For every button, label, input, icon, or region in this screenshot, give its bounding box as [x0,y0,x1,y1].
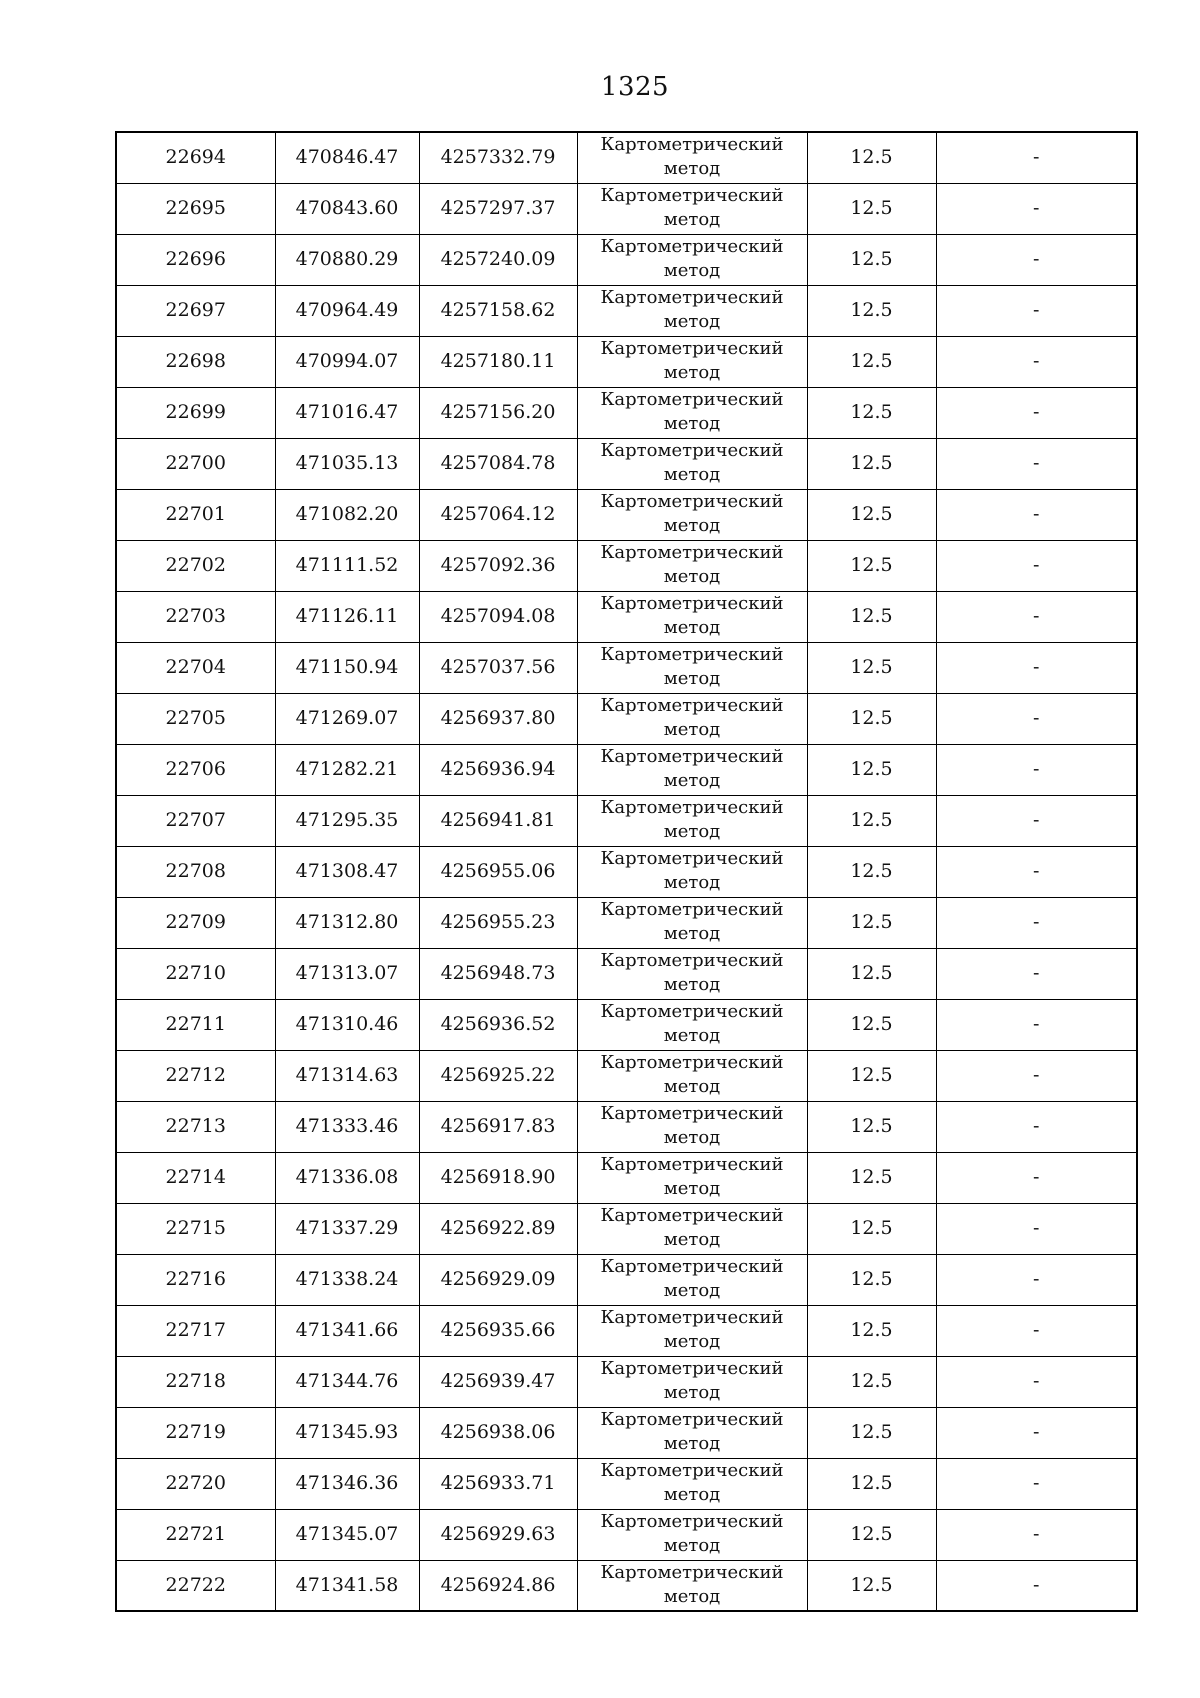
method-line-1: Картометрический [600,1357,784,1379]
point-id-cell: 22700 [116,438,275,489]
x-coordinate-cell: 471344.76 [275,1356,419,1407]
point-id-cell: 22705 [116,693,275,744]
x-coordinate-cell: 471310.46 [275,999,419,1050]
point-id-cell: 22699 [116,387,275,438]
method-cell [577,540,807,591]
table-row [116,540,1137,591]
method-cell [577,948,807,999]
note-cell: - [936,1203,1137,1254]
y-coordinate-cell: 4256925.22 [419,1050,577,1101]
method-line-2: метод [663,1177,721,1199]
y-coordinate-cell: 4257240.09 [419,234,577,285]
table-row [116,1050,1137,1101]
method-line-2: метод [663,310,721,332]
method-cell [577,999,807,1050]
note-cell: - [936,387,1137,438]
note-cell: - [936,744,1137,795]
method-line-1: Картометрический [600,592,784,614]
method-line-2: метод [663,1126,721,1148]
method-line-1: Картометрический [600,898,784,920]
note-cell: - [936,1101,1137,1152]
table-row [116,948,1137,999]
x-coordinate-cell: 471341.66 [275,1305,419,1356]
accuracy-cell: 12.5 [807,1560,936,1611]
method-line-1: Картометрический [600,1102,784,1124]
table-row [116,438,1137,489]
table-row [116,387,1137,438]
accuracy-cell: 12.5 [807,1203,936,1254]
accuracy-cell: 12.5 [807,438,936,489]
x-coordinate-cell: 471282.21 [275,744,419,795]
method-line-1: Картометрический [600,1408,784,1430]
point-id-cell: 22709 [116,897,275,948]
method-cell [577,591,807,642]
method-line-2: метод [663,158,721,179]
method-line-1: Картометрический [600,1255,784,1277]
note-cell: - [936,285,1137,336]
method-cell [577,336,807,387]
y-coordinate-cell: 4257297.37 [419,183,577,234]
table-row [116,1560,1137,1611]
accuracy-cell: 12.5 [807,234,936,285]
method-line-2: метод [663,463,721,485]
method-cell [577,1203,807,1254]
coordinates-table [115,131,1138,1612]
point-id-cell: 22704 [116,642,275,693]
note-cell: - [936,642,1137,693]
x-coordinate-cell: 471345.93 [275,1407,419,1458]
x-coordinate-cell: 471333.46 [275,1101,419,1152]
method-line-1: Картометрический [600,1051,784,1073]
y-coordinate-cell: 4256937.80 [419,693,577,744]
x-coordinate-cell: 471126.11 [275,591,419,642]
note-cell: - [936,1305,1137,1356]
y-coordinate-cell: 4257037.56 [419,642,577,693]
accuracy-cell: 12.5 [807,336,936,387]
note-cell: - [936,1458,1137,1509]
table-row [116,1203,1137,1254]
method-cell [577,897,807,948]
x-coordinate-cell: 471295.35 [275,795,419,846]
method-line-2: метод [663,1432,721,1454]
y-coordinate-cell: 4257084.78 [419,438,577,489]
x-coordinate-cell: 471150.94 [275,642,419,693]
method-line-2: метод [663,769,721,791]
accuracy-cell: 12.5 [807,948,936,999]
x-coordinate-cell: 470880.29 [275,234,419,285]
method-line-2: метод [663,1024,721,1046]
method-cell [577,489,807,540]
method-line-1: Картометрический [600,337,784,359]
accuracy-cell: 12.5 [807,387,936,438]
method-line-2: метод [663,1483,721,1505]
method-cell [577,234,807,285]
point-id-cell: 22696 [116,234,275,285]
y-coordinate-cell: 4256929.63 [419,1509,577,1560]
table-row [116,897,1137,948]
point-id-cell: 22713 [116,1101,275,1152]
point-id-cell: 22719 [116,1407,275,1458]
method-cell [577,846,807,897]
method-line-2: метод [663,514,721,536]
note-cell: - [936,1356,1137,1407]
y-coordinate-cell: 4256948.73 [419,948,577,999]
point-id-cell: 22702 [116,540,275,591]
x-coordinate-cell: 471308.47 [275,846,419,897]
table-row [116,489,1137,540]
method-line-2: метод [663,973,721,995]
note-cell: - [936,1407,1137,1458]
x-coordinate-cell: 470994.07 [275,336,419,387]
method-line-1: Картометрический [600,134,784,155]
method-line-2: метод [663,1585,721,1607]
point-id-cell: 22721 [116,1509,275,1560]
accuracy-cell: 12.5 [807,1407,936,1458]
accuracy-cell: 12.5 [807,540,936,591]
accuracy-cell: 12.5 [807,1305,936,1356]
point-id-cell: 22722 [116,1560,275,1611]
page-number: 1325 [600,72,670,102]
note-cell: - [936,999,1137,1050]
accuracy-cell: 12.5 [807,897,936,948]
method-line-1: Картометрический [600,541,784,563]
accuracy-cell: 12.5 [807,183,936,234]
method-cell [577,285,807,336]
accuracy-cell: 12.5 [807,285,936,336]
table-row [116,1407,1137,1458]
method-line-2: метод [663,1279,721,1301]
point-id-cell: 22701 [116,489,275,540]
method-line-2: метод [663,616,721,638]
method-line-1: Картометрический [600,949,784,971]
table-row [116,642,1137,693]
method-line-1: Картометрический [600,388,784,410]
table-row [116,1305,1137,1356]
note-cell: - [936,591,1137,642]
y-coordinate-cell: 4257064.12 [419,489,577,540]
y-coordinate-cell: 4256933.71 [419,1458,577,1509]
accuracy-cell: 12.5 [807,1254,936,1305]
note-cell: - [936,1560,1137,1611]
method-line-2: метод [663,565,721,587]
x-coordinate-cell: 471338.24 [275,1254,419,1305]
note-cell: - [936,234,1137,285]
y-coordinate-cell: 4257332.79 [419,132,577,183]
method-cell [577,1356,807,1407]
y-coordinate-cell: 4256922.89 [419,1203,577,1254]
x-coordinate-cell: 470846.47 [275,132,419,183]
method-line-1: Картометрический [600,1561,784,1583]
y-coordinate-cell: 4256939.47 [419,1356,577,1407]
x-coordinate-cell: 471082.20 [275,489,419,540]
note-cell: - [936,795,1137,846]
method-line-2: метод [663,1534,721,1556]
method-line-2: метод [663,871,721,893]
x-coordinate-cell: 471314.63 [275,1050,419,1101]
method-line-2: метод [663,1330,721,1352]
method-cell [577,183,807,234]
y-coordinate-cell: 4256955.06 [419,846,577,897]
method-line-2: метод [663,820,721,842]
method-line-2: метод [663,1228,721,1250]
method-cell [577,1560,807,1611]
method-line-2: метод [663,718,721,740]
note-cell: - [936,693,1137,744]
table-body [116,132,1137,1611]
point-id-cell: 22697 [116,285,275,336]
table-row [116,1509,1137,1560]
y-coordinate-cell: 4256938.06 [419,1407,577,1458]
x-coordinate-cell: 471345.07 [275,1509,419,1560]
accuracy-cell: 12.5 [807,591,936,642]
note-cell: - [936,336,1137,387]
table-row [116,1101,1137,1152]
note-cell: - [936,132,1137,183]
point-id-cell: 22694 [116,132,275,183]
method-cell [577,1458,807,1509]
y-coordinate-cell: 4256955.23 [419,897,577,948]
method-cell [577,1101,807,1152]
table-row [116,183,1137,234]
point-id-cell: 22714 [116,1152,275,1203]
accuracy-cell: 12.5 [807,642,936,693]
point-id-cell: 22712 [116,1050,275,1101]
y-coordinate-cell: 4257092.36 [419,540,577,591]
method-cell [577,387,807,438]
y-coordinate-cell: 4256918.90 [419,1152,577,1203]
method-line-2: метод [663,412,721,434]
point-id-cell: 22706 [116,744,275,795]
y-coordinate-cell: 4256917.83 [419,1101,577,1152]
method-line-2: метод [663,1075,721,1097]
method-line-2: метод [663,922,721,944]
table-row [116,591,1137,642]
table-row [116,132,1137,183]
method-line-1: Картометрический [600,1459,784,1481]
method-line-1: Картометрический [600,1153,784,1175]
x-coordinate-cell: 471336.08 [275,1152,419,1203]
y-coordinate-cell: 4256929.09 [419,1254,577,1305]
x-coordinate-cell: 471337.29 [275,1203,419,1254]
note-cell: - [936,438,1137,489]
method-line-1: Картометрический [600,847,784,869]
table-row [116,693,1137,744]
y-coordinate-cell: 4256935.66 [419,1305,577,1356]
table-row [116,999,1137,1050]
x-coordinate-cell: 470964.49 [275,285,419,336]
method-cell [577,642,807,693]
method-line-1: Картометрический [600,796,784,818]
point-id-cell: 22695 [116,183,275,234]
note-cell: - [936,846,1137,897]
point-id-cell: 22710 [116,948,275,999]
method-line-1: Картометрический [600,745,784,767]
note-cell: - [936,489,1137,540]
method-line-1: Картометрический [600,235,784,257]
accuracy-cell: 12.5 [807,1152,936,1203]
method-line-1: Картометрический [600,286,784,308]
table-row [116,234,1137,285]
accuracy-cell: 12.5 [807,744,936,795]
table-row [116,336,1137,387]
x-coordinate-cell: 471111.52 [275,540,419,591]
method-line-2: метод [663,259,721,281]
note-cell: - [936,1509,1137,1560]
accuracy-cell: 12.5 [807,846,936,897]
point-id-cell: 22708 [116,846,275,897]
point-id-cell: 22715 [116,1203,275,1254]
y-coordinate-cell: 4257094.08 [419,591,577,642]
table-row [116,846,1137,897]
y-coordinate-cell: 4256924.86 [419,1560,577,1611]
point-id-cell: 22718 [116,1356,275,1407]
point-id-cell: 22717 [116,1305,275,1356]
accuracy-cell: 12.5 [807,999,936,1050]
table-row [116,744,1137,795]
y-coordinate-cell: 4257158.62 [419,285,577,336]
note-cell: - [936,1050,1137,1101]
accuracy-cell: 12.5 [807,1458,936,1509]
method-cell [577,744,807,795]
x-coordinate-cell: 471035.13 [275,438,419,489]
method-line-2: метод [663,667,721,689]
x-coordinate-cell: 471313.07 [275,948,419,999]
method-line-1: Картометрический [600,1000,784,1022]
x-coordinate-cell: 471016.47 [275,387,419,438]
accuracy-cell: 12.5 [807,1509,936,1560]
point-id-cell: 22698 [116,336,275,387]
note-cell: - [936,540,1137,591]
y-coordinate-cell: 4257180.11 [419,336,577,387]
note-cell: - [936,948,1137,999]
accuracy-cell: 12.5 [807,1101,936,1152]
table-row [116,285,1137,336]
method-line-1: Картометрический [600,694,784,716]
method-line-1: Картометрический [600,1510,784,1532]
table-row [116,1152,1137,1203]
accuracy-cell: 12.5 [807,1050,936,1101]
y-coordinate-cell: 4257156.20 [419,387,577,438]
method-line-2: метод [663,208,721,230]
y-coordinate-cell: 4256941.81 [419,795,577,846]
method-cell [577,1509,807,1560]
method-cell [577,1407,807,1458]
method-cell [577,693,807,744]
method-line-1: Картометрический [600,1204,784,1226]
method-line-2: метод [663,1381,721,1403]
method-cell [577,438,807,489]
point-id-cell: 22703 [116,591,275,642]
point-id-cell: 22707 [116,795,275,846]
accuracy-cell: 12.5 [807,795,936,846]
note-cell: - [936,1152,1137,1203]
method-line-1: Картометрический [600,490,784,512]
accuracy-cell: 12.5 [807,489,936,540]
table-row [116,795,1137,846]
method-line-1: Картометрический [600,184,784,206]
point-id-cell: 22720 [116,1458,275,1509]
x-coordinate-cell: 471341.58 [275,1560,419,1611]
method-line-1: Картометрический [600,643,784,665]
method-cell [577,1050,807,1101]
method-cell [577,132,807,183]
accuracy-cell: 12.5 [807,693,936,744]
method-line-1: Картометрический [600,1306,784,1328]
x-coordinate-cell: 470843.60 [275,183,419,234]
note-cell: - [936,897,1137,948]
method-cell [577,795,807,846]
method-cell [577,1305,807,1356]
table-row [116,1356,1137,1407]
method-cell [577,1254,807,1305]
table-row [116,1458,1137,1509]
table-row [116,1254,1137,1305]
method-line-2: метод [663,361,721,383]
accuracy-cell: 12.5 [807,132,936,183]
method-line-1: Картометрический [600,439,784,461]
point-id-cell: 22716 [116,1254,275,1305]
x-coordinate-cell: 471346.36 [275,1458,419,1509]
note-cell: - [936,1254,1137,1305]
y-coordinate-cell: 4256936.52 [419,999,577,1050]
x-coordinate-cell: 471312.80 [275,897,419,948]
x-coordinate-cell: 471269.07 [275,693,419,744]
method-cell [577,1152,807,1203]
y-coordinate-cell: 4256936.94 [419,744,577,795]
point-id-cell: 22711 [116,999,275,1050]
accuracy-cell: 12.5 [807,1356,936,1407]
note-cell: - [936,183,1137,234]
